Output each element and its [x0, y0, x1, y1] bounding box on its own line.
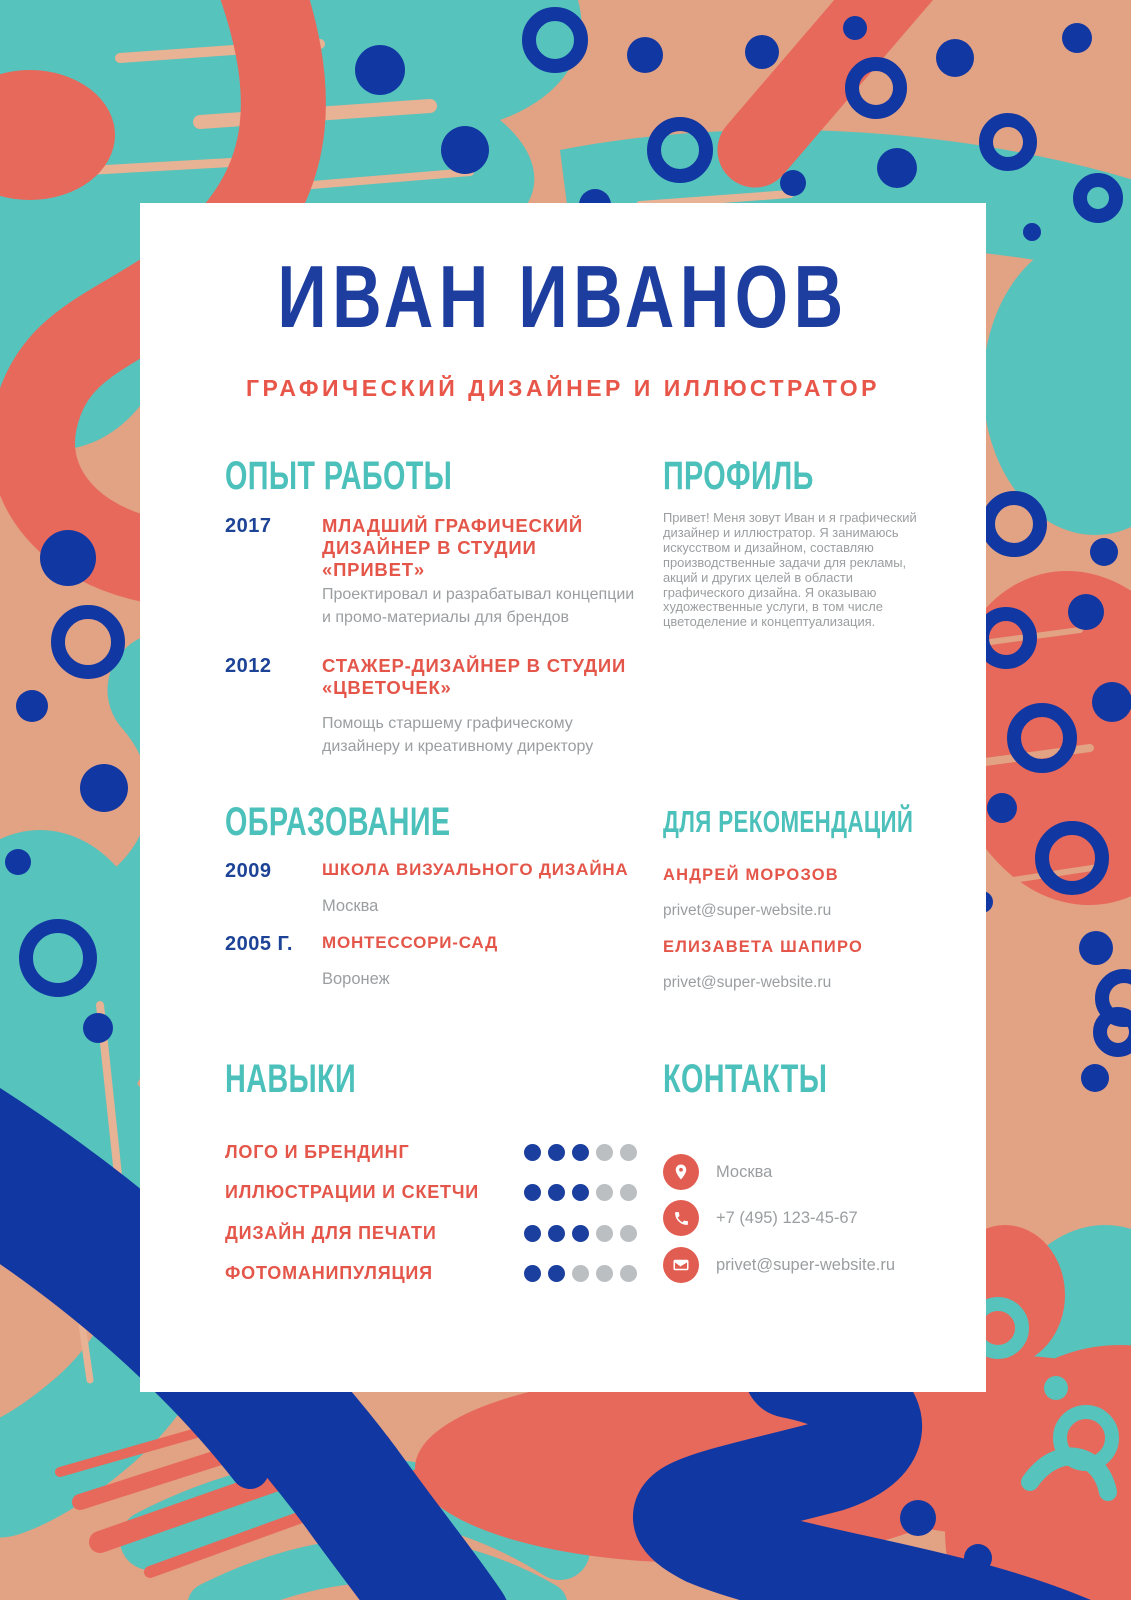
skill-dot [596, 1265, 613, 1282]
skill-row [225, 1142, 637, 1162]
skill-dot [620, 1225, 637, 1242]
education-body [322, 933, 637, 989]
education-entry [225, 933, 637, 989]
experience-year: 2012 [225, 655, 272, 677]
contact-value: Москва [716, 1162, 773, 1181]
skill-label: ФОТОМАНИПУЛЯЦИЯ [225, 1262, 433, 1283]
education-entry [225, 860, 637, 916]
skill-dot [548, 1144, 565, 1161]
section-title-experience: ОПЫТ РАБОТЫ [225, 454, 453, 498]
experience-entry [225, 655, 637, 758]
experience-position: СТАЖЕР-ДИЗАЙНЕР В СТУДИИ «ЦВЕТОЧЕК» [322, 655, 627, 698]
email-icon [663, 1247, 699, 1283]
skill-dot [524, 1265, 541, 1282]
experience-year: 2017 [225, 515, 272, 537]
skill-label: ЛОГО И БРЕНДИНГ [225, 1141, 410, 1162]
skill-dot [524, 1144, 541, 1161]
experience-body [322, 655, 637, 758]
contact-value: +7 (495) 123-45-67 [716, 1208, 858, 1227]
skill-row [225, 1223, 637, 1243]
reference-name: АНДРЕЙ МОРОЗОВ [663, 866, 839, 884]
skill-level-dots [524, 1265, 637, 1282]
experience-body [322, 515, 637, 629]
skill-dot [572, 1184, 589, 1201]
skill-dot [572, 1265, 589, 1282]
location-pin-icon [663, 1154, 699, 1190]
experience-position: МЛАДШИЙ ГРАФИЧЕСКИЙ ДИЗАЙНЕР В СТУДИИ «ПРИВЕТ» [322, 515, 583, 580]
contact-value: privet@super-website.ru [716, 1255, 896, 1274]
section-title-profile: ПРОФИЛЬ [663, 454, 814, 498]
experience-entry [225, 515, 637, 629]
skill-row [225, 1182, 637, 1202]
contact-row [663, 1200, 858, 1236]
skill-dot [596, 1144, 613, 1161]
education-body [322, 860, 637, 916]
skill-dot [596, 1184, 613, 1201]
skill-level-dots [524, 1184, 637, 1201]
skill-dot [524, 1184, 541, 1201]
skill-dot [548, 1184, 565, 1201]
resume-card [140, 203, 986, 1392]
education-year: 2009 [225, 860, 272, 882]
skill-dot [620, 1184, 637, 1201]
person-name: ИВАН ИВАНОВ [277, 247, 849, 346]
experience-description: Помощь старшему графическому дизайнеру и креативному директору [322, 715, 594, 755]
skill-row [225, 1263, 637, 1283]
skill-level-dots [524, 1225, 637, 1242]
profile-text: Привет! Меня зовут Иван и я графический дизайнер и иллюстратор. Я занимаюсь искусством и дизайном, составляю производственные задачи для рекламы, акций и других целей в области графического дизайна. Я оказываю художественные услуги, в том числе цветоделение и концептуализация. [663, 510, 917, 630]
section-title-contacts: КОНТАКТЫ [663, 1057, 828, 1101]
skill-label: ДИЗАЙН ДЛЯ ПЕЧАТИ [225, 1222, 437, 1243]
education-school: ШКОЛА ВИЗУАЛЬНОГО ДИЗАЙНА [322, 860, 629, 879]
education-year: 2005 Г. [225, 933, 293, 955]
phone-icon [663, 1200, 699, 1236]
section-title-references: ДЛЯ РЕКОМЕНДАЦИЙ [663, 804, 914, 839]
contact-row [663, 1247, 895, 1283]
contact-row [663, 1154, 772, 1190]
skill-dot [620, 1144, 637, 1161]
education-city: Москва [322, 897, 379, 915]
skill-dot [572, 1144, 589, 1161]
skill-dot [620, 1265, 637, 1282]
reference-name: ЕЛИЗАВЕТА ШАПИРО [663, 938, 863, 956]
section-title-skills: НАВЫКИ [225, 1057, 357, 1101]
skill-dot [524, 1225, 541, 1242]
skill-dot [548, 1225, 565, 1242]
education-city: Воронеж [322, 970, 390, 988]
education-school: МОНТЕССОРИ-САД [322, 933, 499, 952]
skill-dot [596, 1225, 613, 1242]
skill-level-dots [524, 1144, 637, 1161]
skill-dot [548, 1265, 565, 1282]
reference-email: privet@super-website.ru [663, 902, 832, 919]
experience-description: Проектировал и разрабатывал концепции и промо-материалы для брендов [322, 586, 635, 626]
reference-email: privet@super-website.ru [663, 974, 832, 991]
skill-dot [572, 1225, 589, 1242]
section-title-education: ОБРАЗОВАНИЕ [225, 800, 451, 844]
person-role: ГРАФИЧЕСКИЙ ДИЗАЙНЕР И ИЛЛЮСТРАТОР [245, 375, 881, 401]
skill-label: ИЛЛЮСТРАЦИИ И СКЕТЧИ [225, 1181, 480, 1202]
